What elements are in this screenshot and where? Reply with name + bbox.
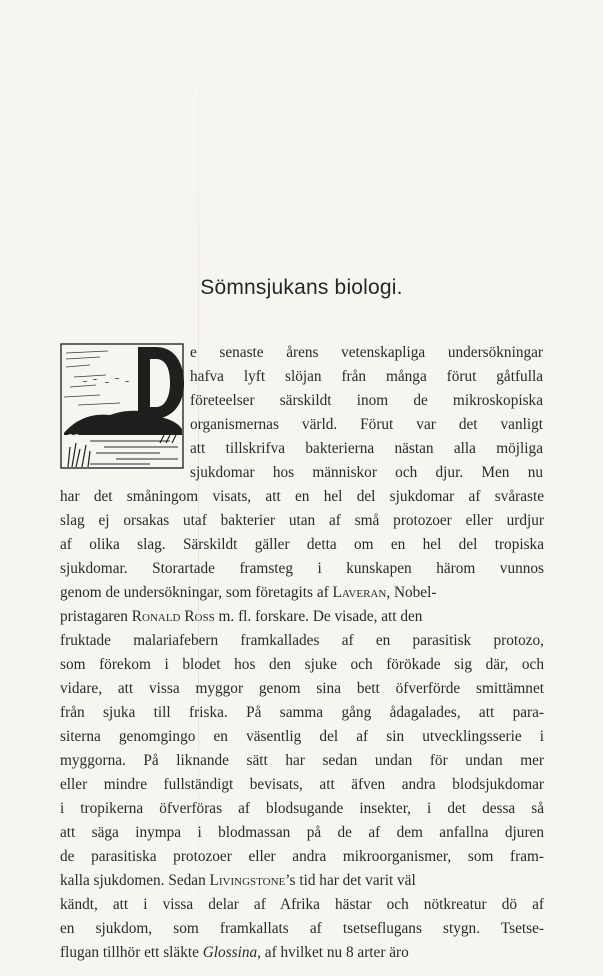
chapter-title: Sömnsjukans biologi. [200,276,403,299]
text-line: slag ej orsakas utaf bakterier utan af små protozoer eller urdjur [60,512,544,529]
text-line [60,941,544,965]
text-line: som förekom i blodet hos den sjuke och förökade sig där, och [60,656,544,673]
text-line: kändt, att i vissa delar af Afrika hästar och nötkreatur dö af [60,896,544,913]
text-line: af olika slag. Särskildt gäller detta om en hel del tropiska [60,536,544,553]
text-segment: ’s tid har det varit väl [285,872,416,889]
text-line: e senaste årens vetenskapliga undersökningar [190,344,543,361]
text-line: myggorna. På liknande sätt har sedan undan för undan mer [60,752,544,769]
dropcap-monogram: BG [68,433,80,442]
text-segment: , Nobel- [386,584,437,601]
text-segment: pristagaren [60,608,128,625]
genus-name-glossina: Glossina [202,944,258,961]
author-name-livingstone: Livingstone [209,872,286,889]
text-segment: flugan tillhör ett släkte [60,944,199,961]
text-segment: genom de undersökningar, som företagits af [60,584,329,601]
text-line: från sjuka till friska. På samma gång ådagalades, att para- [60,704,544,721]
decorative-initial-d [60,343,184,469]
text-line: sjukdomar. Storartade framsteg i kunskapen härom vunnos [60,560,544,577]
text-line: att säga inympa i blodmassan på de af dem anfallna djuren [60,824,544,841]
text-line: organismernas värld. Förut var det vanligt [190,416,543,433]
text-line [60,581,544,605]
text-line: har det småningom visats, att en hel del sjukdomar af svåraste [60,488,544,505]
text-segment: , af hvilket nu 8 arter äro [257,944,409,961]
text-line: siterna genomgingo en väsentlig del af sin utvecklingsserie i [60,728,544,745]
text-line: en sjukdom, som framkallats af tsetseflugans stygn. Tsetse- [60,920,544,937]
text-line: hafva lyft slöjan från många förut gåtfulla [190,368,543,385]
text-line: i tropikerna öfverföras af blodsugande insekter, i det dessa så [60,800,544,817]
author-name-laveran: Laveran [332,584,387,601]
text-line: de parasitiska protozoer eller andra mikroorganismer, som fram- [60,848,544,865]
text-line: företeelser särskildt inom de mikroskopiska [190,392,543,409]
text-line: vidare, att vissa myggor genom sina bett öfverförde smittämnet [60,680,544,697]
text-segment: kalla sjukdomen. Sedan [60,872,206,889]
text-line: att tillskrifva bakterierna nästan alla möjliga [190,440,543,457]
text-line: fruktade malariafebern framkallades af en parasitisk protozo, [60,632,544,649]
text-line [60,869,544,893]
text-line: eller mindre fullständigt bevisats, att äfven andra blodsjukdomar [60,776,544,793]
text-line: sjukdomar hos människor och djur. Men nu [190,464,543,481]
text-line [60,605,544,629]
text-segment: m. fl. forskare. De visade, att den [218,608,423,625]
author-name-ross: Ronald Ross [131,608,215,625]
